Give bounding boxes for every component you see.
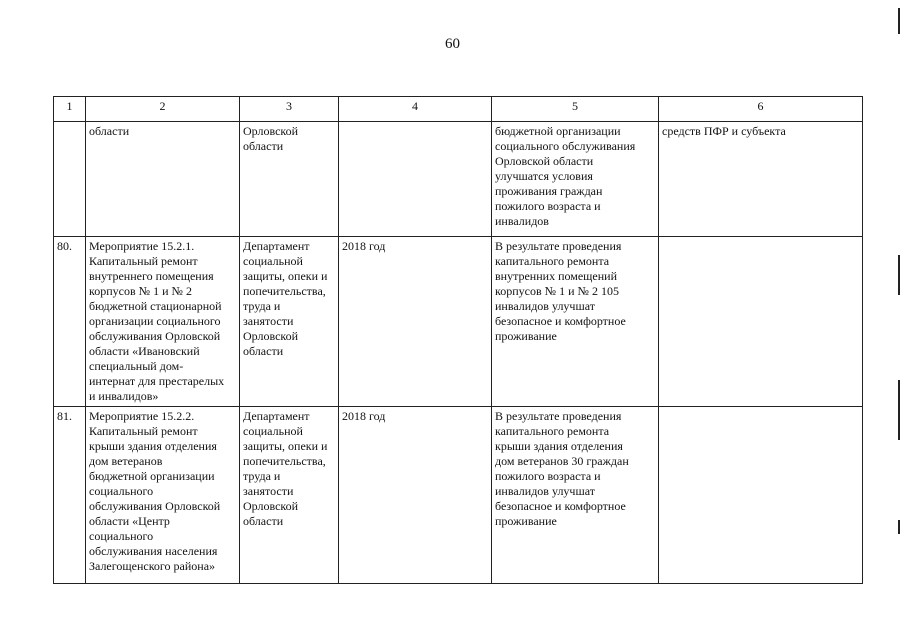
responsible-text: Департамент социальной защиты, опеки и попечительства, труда и занятости Орловской области (243, 239, 328, 358)
source-text: средств ПФР и субъекта (662, 124, 786, 138)
row-number-cell (54, 122, 86, 237)
result-text: В результате проведения капитального ремонта крыши здания отделения дом ветеранов 30 граждан пожилого возраста и инвалидов улучшат безопасное и комфортное проживание (495, 409, 629, 528)
column-header-5: 5 (492, 97, 659, 122)
year-cell (339, 237, 492, 407)
result-cell (492, 122, 659, 237)
year-cell (339, 407, 492, 584)
result-text: бюджетной организации социального обслуживания Орловской области улучшатся условия проживания граждан пожилого возраста и инвалидов (495, 124, 636, 228)
measures-table (53, 96, 863, 584)
row-number-cell (54, 407, 86, 584)
row-number: 81. (57, 409, 72, 423)
responsible-text: Орловской области (243, 124, 299, 153)
row-number-cell (54, 237, 86, 407)
year-text: 2018 год (342, 239, 386, 253)
year-cell (339, 122, 492, 237)
measure-cell (86, 122, 240, 237)
column-header-2: 2 (86, 97, 240, 122)
result-text: В результате проведения капитального ремонта внутренних помещений корпусов № 1 и № 2 105 инвалидов улучшат безопасное и комфортное проживание (495, 239, 626, 343)
measure-text: Мероприятие 15.2.2. Капитальный ремонт крыши здания отделения дом ветеранов бюджетной организации социального обслуживания Орловской области «Центр социального обслуживания населения Залегощенского района» (89, 409, 221, 573)
responsible-cell (240, 407, 339, 584)
source-cell (659, 122, 863, 237)
page-number: 60 (445, 36, 460, 52)
source-cell (659, 407, 863, 584)
responsible-text: Департамент социальной защиты, опеки и попечительства, труда и занятости Орловской области (243, 409, 328, 528)
table-row (54, 122, 863, 237)
table-row (54, 237, 863, 407)
responsible-cell (240, 237, 339, 407)
measure-text: Мероприятие 15.2.1. Капитальный ремонт внутреннего помещения корпусов № 1 и № 2 бюджетной стационарной организации социального обслуживания Орловской области «Ивановский специальный дом- интернат для престарелых и инвалидов» (89, 239, 225, 403)
column-header-6: 6 (659, 97, 863, 122)
measure-text: области (89, 124, 130, 138)
column-header-1: 1 (54, 97, 86, 122)
column-header-3: 3 (240, 97, 339, 122)
result-cell (492, 237, 659, 407)
column-header-4: 4 (339, 97, 492, 122)
result-cell (492, 407, 659, 584)
table-row (54, 407, 863, 584)
responsible-cell (240, 122, 339, 237)
table-header-row (54, 97, 863, 122)
scan-edge-marks (896, 0, 905, 640)
measure-cell (86, 407, 240, 584)
source-cell (659, 237, 863, 407)
year-text: 2018 год (342, 409, 386, 423)
measure-cell (86, 237, 240, 407)
row-number: 80. (57, 239, 72, 253)
